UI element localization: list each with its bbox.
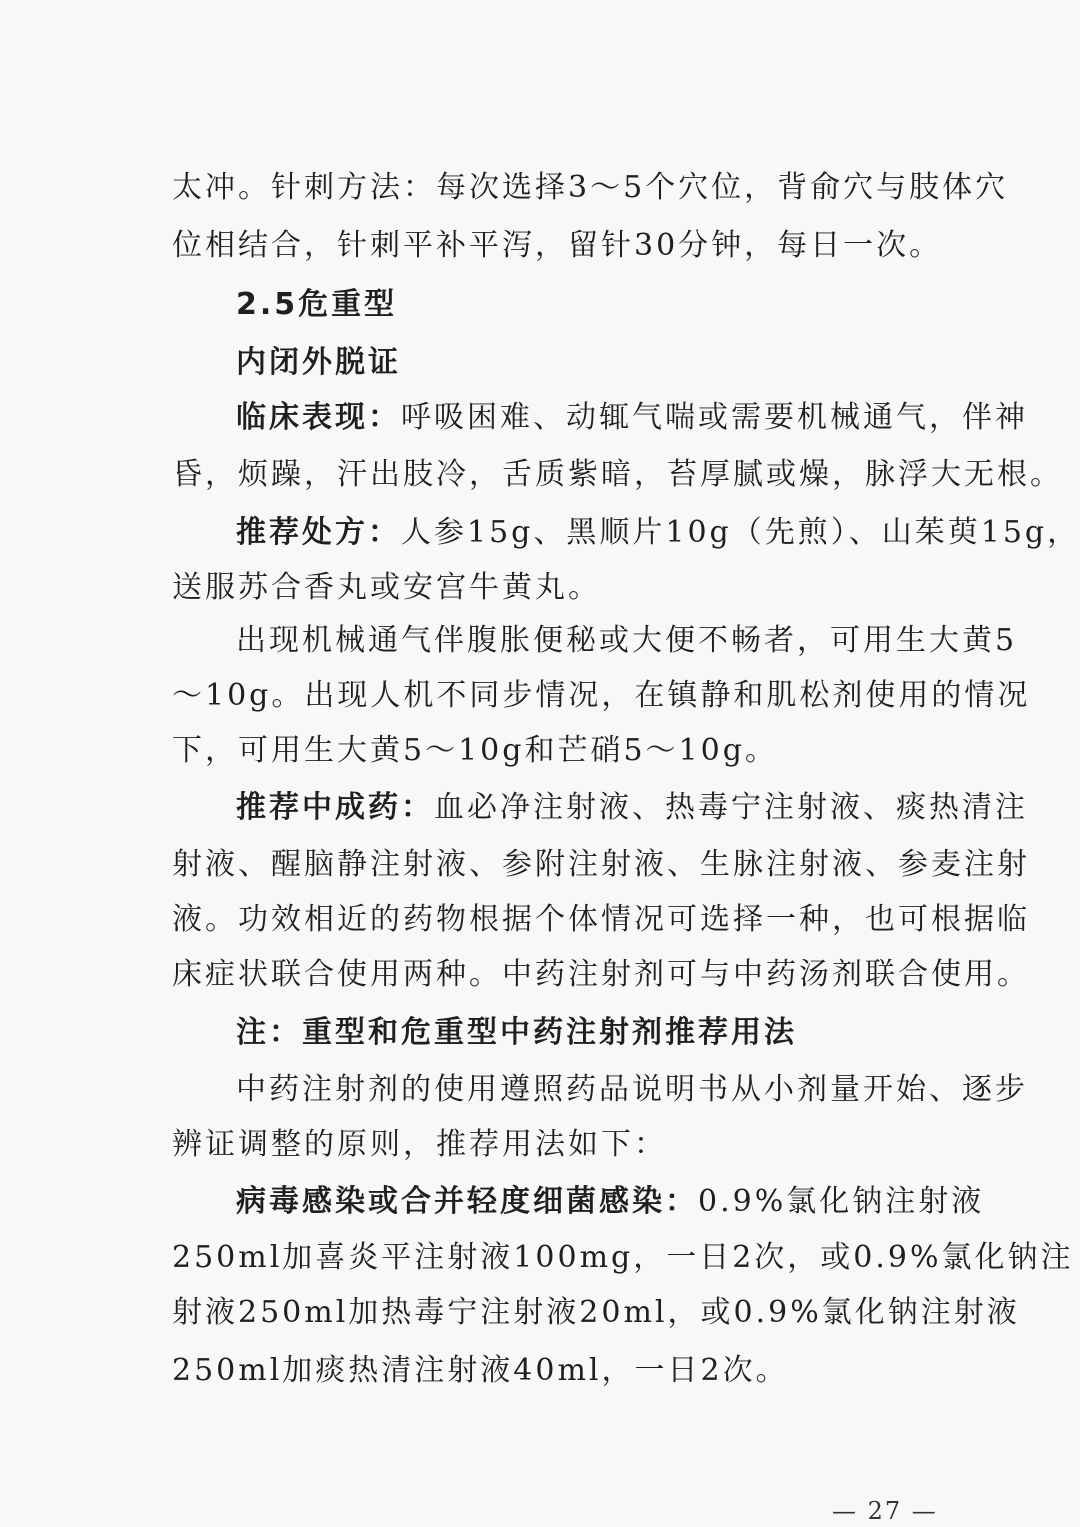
tcm-line xyxy=(236,788,1028,828)
body-line: 送服苏合香丸或安宫牛黄丸。 xyxy=(172,570,601,605)
tcm-label: 推荐中成药： xyxy=(236,790,434,825)
body-line: 床症状联合使用两种。中药注射剂可与中药汤剂联合使用。 xyxy=(172,957,1030,992)
clinical-text: 呼吸困难、动辄气喘或需要机械通气，伴神 xyxy=(401,400,1028,435)
page-number: — 27 — xyxy=(832,1497,938,1525)
prescription-text: 人参15g、黑顺片10g（先煎）、山茱萸15g， xyxy=(401,515,1080,550)
body-line: 太冲。针刺方法：每次选择3～5个穴位，背俞穴与肢体穴 xyxy=(172,170,1009,205)
prescription-label: 推荐处方： xyxy=(236,515,401,550)
body-line: 位相结合，针刺平补平泻，留针30分钟，每日一次。 xyxy=(172,228,943,263)
body-line: ～10g。出现人机不同步情况，在镇静和肌松剂使用的情况 xyxy=(172,678,1031,713)
note-heading: 注：重型和危重型中药注射剂推荐用法 xyxy=(236,1015,797,1050)
virus-text: 0.9%氯化钠注射液 xyxy=(698,1184,985,1219)
subsection-heading: 内闭外脱证 xyxy=(236,345,401,380)
virus-line xyxy=(236,1182,984,1222)
prescription-line xyxy=(236,513,1080,553)
body-line: 下，可用生大黄5～10g和芒硝5～10g。 xyxy=(172,733,778,768)
body-line: 射液250ml加热毒宁注射液20ml，或0.9%氯化钠注射液 xyxy=(172,1295,1020,1330)
body-line: 中药注射剂的使用遵照药品说明书从小剂量开始、逐步 xyxy=(236,1072,1028,1107)
body-line: 辨证调整的原则，推荐用法如下： xyxy=(172,1127,667,1162)
clinical-label: 临床表现： xyxy=(236,400,401,435)
clinical-line xyxy=(236,398,1028,438)
body-line: 250ml加喜炎平注射液100mg，一日2次，或0.9%氯化钠注 xyxy=(172,1240,1074,1275)
body-line: 液。功效相近的药物根据个体情况可选择一种，也可根据临 xyxy=(172,902,1030,937)
body-line: 昏，烦躁，汗出肢冷，舌质紫暗，苔厚腻或燥，脉浮大无根。 xyxy=(172,457,1063,492)
tcm-text: 血必净注射液、热毒宁注射液、痰热清注 xyxy=(434,790,1028,825)
body-line: 射液、醒脑静注射液、参附注射液、生脉注射液、参麦注射 xyxy=(172,847,1030,882)
virus-label: 病毒感染或合并轻度细菌感染： xyxy=(236,1184,698,1219)
body-line: 250ml加痰热清注射液40ml，一日2次。 xyxy=(172,1353,789,1388)
body-line: 出现机械通气伴腹胀便秘或大便不畅者，可用生大黄5 xyxy=(236,623,1018,658)
section-heading: 2.5危重型 xyxy=(236,287,398,322)
